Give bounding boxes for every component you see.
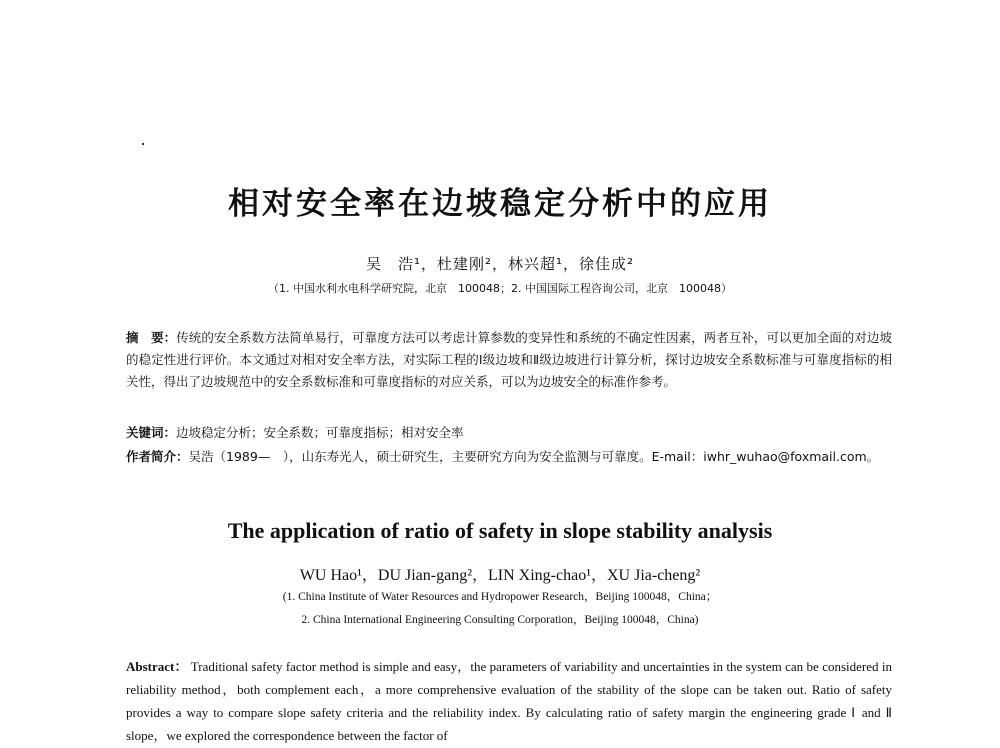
english-abstract-text: Traditional safety factor method is simple and easy，the parameters of variability and uncertainties in the system can be considered in reliability method，both complement each，a more comprehensive evaluation of the stability of the slope can be taken out. Ratio of safety provides a way to compare slope safety criteria and the reliability index. By calculating ratio of safety margin the engineering grade Ⅰ and Ⅱ slope，we explored the correspondence between the factor of — [126, 659, 892, 743]
chinese-keywords — [126, 422, 892, 444]
chinese-author-bio — [126, 446, 892, 468]
chinese-author-bio-label: 作者简介： — [126, 449, 189, 464]
english-affiliation-1: (1. China Institute of Water Resources and Hydropower Research，Beijing 100048，China； — [282, 591, 718, 603]
chinese-abstract-text: 传统的安全系数方法简单易行，可靠度方法可以考虑计算参数的变异性和系统的不确定性因素，两者互补，可以更加全面的对边坡的稳定性进行评价。本文通过对相对安全率方法，对实际工程的Ⅰ级边坡和Ⅱ级边坡进行计算分析，探讨边坡安全系数标准与可靠度指标的相关性，得出了边坡规范中的安全系数标准和可靠度指标的对应关系，可以为边坡安全的标准作参考。 — [126, 330, 892, 389]
chinese-abstract-label: 摘 要： — [126, 330, 177, 345]
english-abstract-label: Abstract： — [126, 659, 188, 674]
english-affiliation-2: 2. China International Engineering Consulting Corporation，Beijing 100048，China) — [301, 614, 699, 626]
chinese-author-bio-text: 吴浩（1989— ），山东寿光人，硕士研究生，主要研究方向为安全监测与可靠度。E-mail：iwhr_wuhao@foxmail.com。 — [188, 449, 880, 464]
english-title: The application of ratio of safety in slope stability analysis — [227, 518, 773, 543]
chinese-keywords-text: 边坡稳定分析；安全系数；可靠度指标；相对安全率 — [176, 425, 464, 440]
chinese-keywords-label: 关键词： — [126, 425, 177, 440]
chinese-title: 相对安全率在边坡稳定分析中的应用 — [228, 186, 772, 222]
scan-dot — [142, 143, 144, 145]
chinese-affiliations: （1. 中国水利水电科学研究院，北京 100048；2. 中国国际工程咨询公司，北京 100048） — [268, 282, 732, 295]
english-abstract — [126, 655, 892, 747]
english-authors: WU Hao¹，DU Jian-gang²，LIN Xing-chao¹，XU Jia-cheng² — [299, 567, 701, 584]
chinese-abstract — [126, 327, 892, 393]
chinese-authors: 吴 浩¹，杜建刚²，林兴超¹，徐佳成² — [365, 255, 635, 273]
